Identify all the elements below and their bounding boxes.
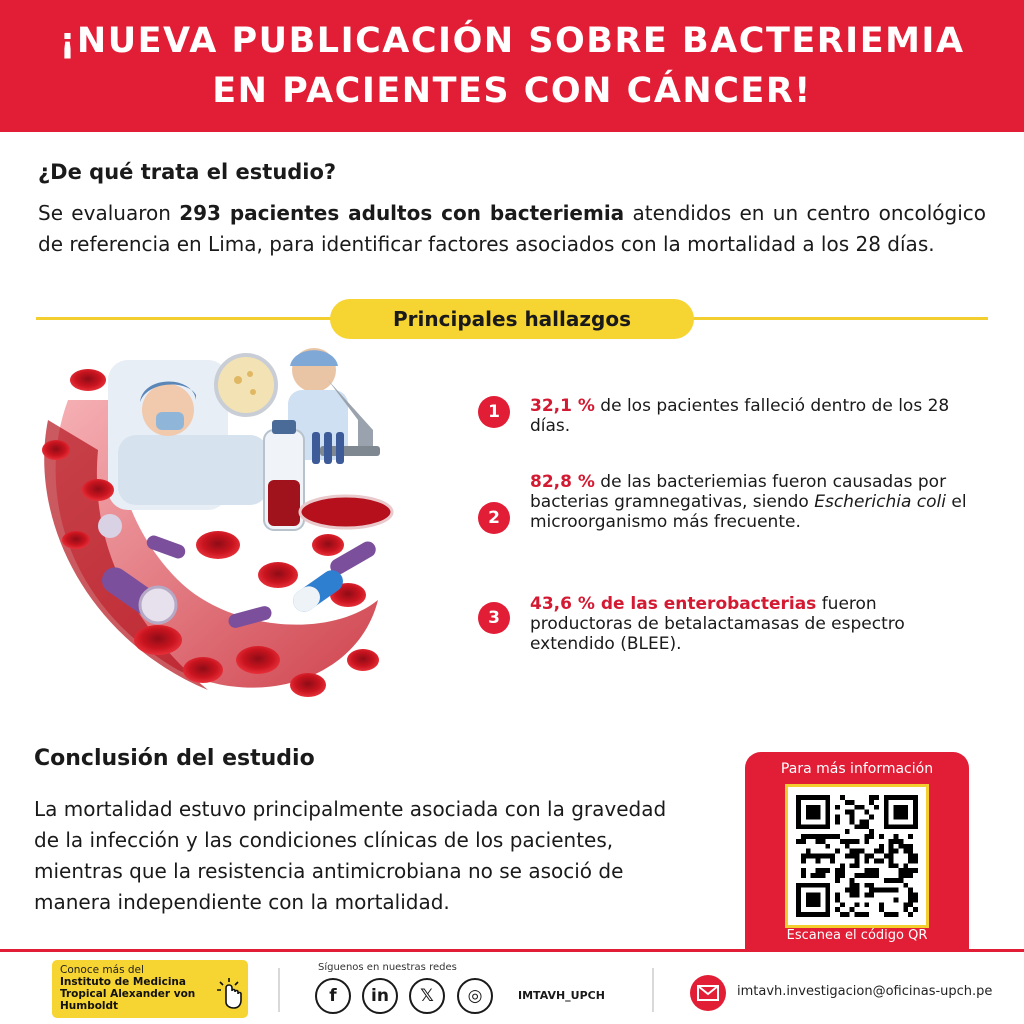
qr-top-label: Para más información — [780, 761, 934, 777]
findings-heading: Principales hallazgos — [330, 299, 694, 339]
header-banner — [0, 0, 1024, 132]
institute-name: Instituto de Medicina Tropical Alexander von Humboldt — [60, 976, 196, 1012]
social-handle: IMTAVH_UPCH — [518, 989, 605, 1002]
conclusion-heading: Conclusión del estudio — [34, 746, 315, 771]
finding-highlight: 32,1 % — [530, 396, 595, 416]
contact-email[interactable]: imtavh.investigacion@oficinas-upch.pe — [737, 984, 993, 999]
institute-link[interactable] — [52, 960, 248, 1018]
conclusion-text: La mortalidad estuvo principalmente asociada con la gravedad de la infección y las condiciones clínicas de los pacientes, mientras que la resistencia antimicrobiana no se asoció de manera independiente con la mortalidad. — [34, 797, 667, 914]
finding-italic: Escherichia coli — [814, 492, 946, 512]
finding-number-badge: 3 — [478, 602, 510, 634]
footer-divider — [0, 949, 1024, 952]
finding-body: de las bacteriemias fueron causadas por bacterias gramnegativas, siendo — [530, 472, 947, 512]
instagram-icon[interactable]: ◎ — [457, 978, 493, 1014]
study-question-heading: ¿De qué trata el estudio? — [38, 160, 337, 184]
finding-highlight: 43,6 % de las enterobacterias — [530, 594, 817, 614]
finding-item-1 — [478, 396, 998, 436]
finding-text — [530, 594, 970, 654]
finding-body: fueron productoras de betalactamasas de espectro extendido (BLEE). — [530, 594, 905, 654]
finding-body-end: el microorganismo más frecuente. — [530, 492, 967, 532]
qr-code-pattern — [796, 795, 918, 917]
finding-text — [530, 396, 970, 436]
qr-bottom-label: Escanea el código QR — [786, 928, 928, 943]
finding-highlight: 82,8 % — [530, 472, 595, 492]
linkedin-icon[interactable]: in — [362, 978, 398, 1014]
click-hand-icon — [214, 976, 244, 1010]
medical-illustration — [28, 340, 398, 715]
finding-body: de los pacientes falleció dentro de los 28 días. — [530, 396, 950, 436]
study-text-bold: 293 pacientes adultos con bacteriemia — [179, 201, 625, 225]
finding-number-badge: 1 — [478, 396, 510, 428]
institute-intro: Conoce más del — [60, 964, 144, 976]
page-title: ¡NUEVA PUBLICACIÓN SOBRE BACTERIEMIA EN PACIENTES CON CÁNCER! — [59, 21, 965, 111]
finding-item-3 — [478, 594, 998, 654]
finding-number-badge: 2 — [478, 502, 510, 534]
finding-text — [530, 472, 970, 534]
study-text-after: atendidos en un centro oncológico de referencia en Lima, para identificar factores asociados con la mortalidad a los 28 días. — [38, 201, 987, 256]
study-text-before: Se evaluaron — [38, 201, 180, 225]
facebook-icon[interactable]: f — [315, 978, 351, 1014]
study-description — [38, 198, 986, 260]
footer-separator — [278, 968, 280, 1012]
x-icon[interactable]: 𝕏 — [409, 978, 445, 1014]
qr-card — [745, 752, 969, 950]
finding-item-2 — [478, 472, 998, 534]
footer-separator — [652, 968, 654, 1012]
qr-code[interactable] — [785, 784, 929, 928]
social-label: Síguenos en nuestras redes — [318, 962, 457, 973]
mail-icon — [690, 975, 726, 1011]
